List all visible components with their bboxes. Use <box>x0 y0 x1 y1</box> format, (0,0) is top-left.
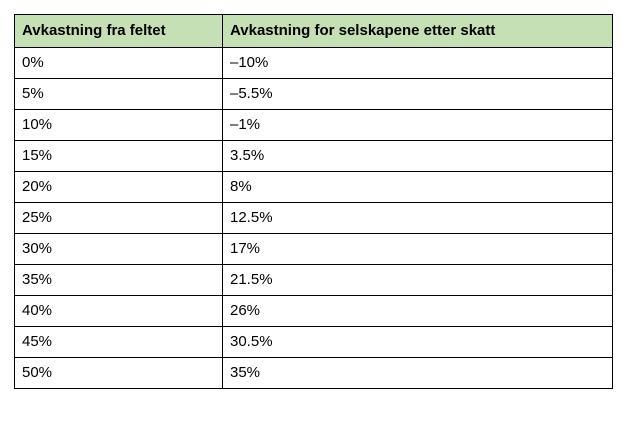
table-row <box>15 110 613 141</box>
table-row <box>15 296 613 327</box>
table-body <box>15 48 613 389</box>
column-header-field-return: Avkastning fra feltet <box>15 15 223 48</box>
column-header-company-return-after-tax: Avkastning for selskapene etter skatt <box>223 15 613 48</box>
cell-company-return: 8% <box>223 172 613 203</box>
return-comparison-table <box>14 14 613 389</box>
cell-company-return: 12.5% <box>223 203 613 234</box>
cell-company-return: 35% <box>223 358 613 389</box>
table-row <box>15 358 613 389</box>
cell-company-return: –10% <box>223 48 613 79</box>
cell-field-return: 40% <box>15 296 223 327</box>
cell-company-return: –1% <box>223 110 613 141</box>
table-row <box>15 141 613 172</box>
table-row <box>15 234 613 265</box>
cell-field-return: 25% <box>15 203 223 234</box>
cell-field-return: 20% <box>15 172 223 203</box>
cell-company-return: –5.5% <box>223 79 613 110</box>
table-header <box>15 15 613 48</box>
cell-field-return: 0% <box>15 48 223 79</box>
cell-field-return: 30% <box>15 234 223 265</box>
cell-field-return: 15% <box>15 141 223 172</box>
cell-field-return: 50% <box>15 358 223 389</box>
cell-field-return: 10% <box>15 110 223 141</box>
table-row <box>15 48 613 79</box>
table-row <box>15 265 613 296</box>
table-row <box>15 327 613 358</box>
cell-field-return: 5% <box>15 79 223 110</box>
table-header-row <box>15 15 613 48</box>
cell-field-return: 35% <box>15 265 223 296</box>
table-row <box>15 203 613 234</box>
table-row <box>15 172 613 203</box>
table-row <box>15 79 613 110</box>
cell-field-return: 45% <box>15 327 223 358</box>
cell-company-return: 30.5% <box>223 327 613 358</box>
cell-company-return: 3.5% <box>223 141 613 172</box>
cell-company-return: 21.5% <box>223 265 613 296</box>
cell-company-return: 26% <box>223 296 613 327</box>
cell-company-return: 17% <box>223 234 613 265</box>
